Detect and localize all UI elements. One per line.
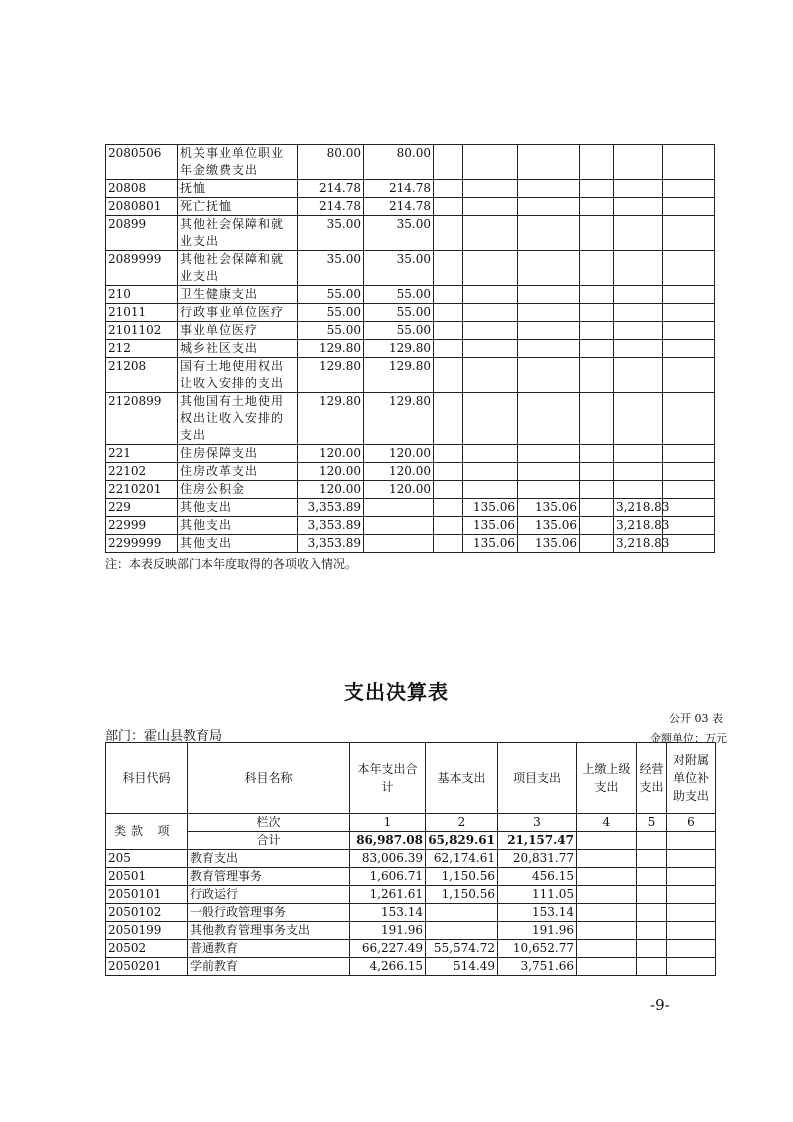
row-subsidiary [667,940,716,958]
row-value [614,304,663,322]
row-code: 22102 [106,463,178,481]
row-value [463,340,518,358]
sub-header-codes [106,814,188,850]
header-project: 项目支出 [498,743,577,814]
row-code: 20502 [106,940,188,958]
row-value [614,445,663,463]
row-value: 55.00 [364,322,434,340]
sum-upper [577,832,637,850]
row-name: 教育管理事务 [188,868,350,886]
row-value [463,463,518,481]
row-code: 2050201 [106,958,188,976]
row-value: 120.00 [298,463,364,481]
row-value [434,180,463,198]
row-value [463,304,518,322]
row-name: 其他社会保障和就业支出 [178,216,298,251]
row-value [614,358,663,393]
table-row [106,463,715,481]
row-value [580,322,614,340]
row-name: 其他支出 [178,517,298,535]
row-value: 55.00 [364,286,434,304]
row-project: 3,751.66 [498,958,577,976]
row-value [614,322,663,340]
form-number: 公开 03 表 [669,712,723,725]
row-value [580,286,614,304]
row-empty [663,481,715,499]
row-empty [663,340,715,358]
row-project: 20,831.77 [498,850,577,868]
row-value: 135.06 [518,535,580,553]
row-value: 3,353.89 [298,535,364,553]
row-empty [663,535,715,553]
row-basic: 1,150.56 [426,886,498,904]
table-row [106,358,715,393]
row-basic: 514.49 [426,958,498,976]
row-value [518,198,580,216]
row-value: 55.00 [298,322,364,340]
row-basic: 62,174.61 [426,850,498,868]
table-row [106,904,716,922]
income-table-body [106,145,715,553]
sub-header-lei: 类 [113,824,126,838]
table-row [106,850,716,868]
row-value [518,393,580,445]
row-subsidiary [667,922,716,940]
row-upper [577,958,637,976]
row-value [580,180,614,198]
row-empty [663,445,715,463]
row-value: 80.00 [298,145,364,180]
row-value [580,393,614,445]
row-value [434,393,463,445]
row-name: 住房保障支出 [178,445,298,463]
row-name: 其他支出 [178,499,298,517]
row-code: 21011 [106,304,178,322]
row-value [614,251,663,286]
row-name: 普通教育 [188,940,350,958]
row-name: 行政事业单位医疗 [178,304,298,322]
row-upper [577,940,637,958]
row-name: 学前教育 [188,958,350,976]
row-empty [663,499,715,517]
row-value [614,286,663,304]
row-value: 135.06 [518,517,580,535]
row-value [463,445,518,463]
table-row [106,481,715,499]
department-label: 部门：霍山县教育局 [105,729,223,744]
row-name: 一般行政管理事务 [188,904,350,922]
row-value: 120.00 [364,481,434,499]
row-business [637,886,667,904]
row-value [463,481,518,499]
row-code: 20899 [106,216,178,251]
row-value: 120.00 [298,445,364,463]
row-value: 214.78 [364,180,434,198]
row-empty [663,180,715,198]
sub-header-kuan: 款 [130,824,143,838]
row-value [518,322,580,340]
sum-business [637,832,667,850]
row-name: 机关事业单位职业年金缴费支出 [178,145,298,180]
row-value [518,358,580,393]
row-value [580,251,614,286]
row-value [614,463,663,481]
row-name: 卫生健康支出 [178,286,298,304]
row-value [580,145,614,180]
row-upper [577,886,637,904]
row-value [580,499,614,517]
col-number: 2 [426,814,498,832]
row-empty [663,358,715,393]
row-value: 55.00 [298,304,364,322]
row-value [434,463,463,481]
row-name: 抚恤 [178,180,298,198]
table-row [106,340,715,358]
row-basic [426,904,498,922]
row-value [364,535,434,553]
row-value [518,304,580,322]
row-value [434,340,463,358]
row-empty [663,322,715,340]
table-row [106,445,715,463]
row-name: 国有土地使用权出让收入安排的支出 [178,358,298,393]
row-value [580,216,614,251]
row-code: 2120899 [106,393,178,445]
row-value [434,304,463,322]
row-value: 120.00 [364,445,434,463]
column-number-row [106,814,716,832]
row-value [580,463,614,481]
row-value [434,251,463,286]
table-row [106,868,716,886]
table-row [106,304,715,322]
row-upper [577,850,637,868]
row-project: 111.05 [498,886,577,904]
row-code: 22999 [106,517,178,535]
row-value [434,216,463,251]
table-row [106,922,716,940]
table-row [106,198,715,216]
row-value [614,145,663,180]
row-value: 135.06 [518,499,580,517]
sub-header-xiang: 项 [157,824,170,838]
sum-row [106,832,716,850]
row-total: 153.14 [350,904,426,922]
row-business [637,850,667,868]
row-name: 其他支出 [178,535,298,553]
row-code: 2210201 [106,481,178,499]
row-subsidiary [667,850,716,868]
row-value: 129.80 [364,393,434,445]
row-empty [663,304,715,322]
table-row [106,322,715,340]
row-value [614,340,663,358]
row-name: 城乡社区支出 [178,340,298,358]
row-empty [663,198,715,216]
header-name: 科目名称 [188,743,350,814]
row-code: 21208 [106,358,178,393]
row-value: 3,353.89 [298,499,364,517]
row-name: 死亡抚恤 [178,198,298,216]
row-code: 205 [106,850,188,868]
row-empty [663,286,715,304]
table-row [106,180,715,198]
row-value [518,286,580,304]
lanci-label: 栏次 [188,814,350,832]
row-value: 129.80 [364,358,434,393]
header-basic: 基本支出 [426,743,498,814]
row-value: 80.00 [364,145,434,180]
row-code: 212 [106,340,178,358]
row-value [614,180,663,198]
row-value: 120.00 [298,481,364,499]
row-business [637,940,667,958]
col-number: 6 [667,814,716,832]
row-value: 35.00 [364,251,434,286]
header-business: 经营支出 [637,743,667,814]
header-row [106,743,716,814]
row-business [637,868,667,886]
row-value: 55.00 [364,304,434,322]
row-upper [577,904,637,922]
row-value [614,198,663,216]
row-empty [663,251,715,286]
table-row [106,286,715,304]
row-total: 1,606.71 [350,868,426,886]
row-value [518,445,580,463]
row-basic: 1,150.56 [426,868,498,886]
row-value: 129.80 [298,340,364,358]
table-row [106,517,715,535]
row-value: 35.00 [298,216,364,251]
row-empty [663,463,715,481]
row-name: 住房公积金 [178,481,298,499]
row-value [580,517,614,535]
row-code: 2089999 [106,251,178,286]
table-note: 注：本表反映部门本年度取得的各项收入情况。 [105,557,358,571]
row-total: 83,006.39 [350,850,426,868]
row-value [434,322,463,340]
row-value [614,393,663,445]
row-value [518,463,580,481]
row-project: 153.14 [498,904,577,922]
row-code: 20808 [106,180,178,198]
row-value: 214.78 [364,198,434,216]
row-code: 2050102 [106,904,188,922]
header-code: 科目代码 [106,743,188,814]
sum-label: 合计 [188,832,350,850]
row-value [463,358,518,393]
row-subsidiary [667,958,716,976]
row-empty [663,393,715,445]
row-value [463,216,518,251]
row-value [434,145,463,180]
row-value [434,445,463,463]
col-number: 4 [577,814,637,832]
row-value [580,481,614,499]
row-value [434,517,463,535]
table-row [106,535,715,553]
row-value: 3,218.83 [614,517,663,535]
row-value [364,499,434,517]
row-code: 2299999 [106,535,178,553]
row-value: 3,218.83 [614,499,663,517]
row-code: 2101102 [106,322,178,340]
row-value [518,340,580,358]
row-project: 10,652.77 [498,940,577,958]
row-value: 129.80 [298,393,364,445]
row-empty [663,145,715,180]
row-name: 事业单位医疗 [178,322,298,340]
row-value: 129.80 [364,340,434,358]
sum-total: 86,987.08 [350,832,426,850]
row-value: 3,218.83 [614,535,663,553]
row-subsidiary [667,886,716,904]
row-code: 2080506 [106,145,178,180]
row-value [463,393,518,445]
expenditure-table [105,742,716,976]
page-number: -9- [650,996,670,1014]
col-number: 5 [637,814,667,832]
row-value [434,358,463,393]
row-value: 120.00 [364,463,434,481]
row-value [434,481,463,499]
row-value [463,180,518,198]
row-name: 住房改革支出 [178,463,298,481]
row-value: 135.06 [463,499,518,517]
row-code: 2080801 [106,198,178,216]
row-value [580,304,614,322]
row-code: 2050101 [106,886,188,904]
sum-basic: 65,829.61 [426,832,498,850]
row-basic [426,922,498,940]
row-name: 其他教育管理事务支出 [188,922,350,940]
col-number: 3 [498,814,577,832]
row-value: 214.78 [298,180,364,198]
row-code: 2050199 [106,922,188,940]
row-business [637,904,667,922]
row-empty [663,517,715,535]
row-value [580,445,614,463]
row-code: 221 [106,445,178,463]
row-value [434,499,463,517]
row-value [463,145,518,180]
row-total: 66,227.49 [350,940,426,958]
row-value: 55.00 [298,286,364,304]
table-row [106,940,716,958]
col-number: 1 [350,814,426,832]
amount-unit-label: 金额单位：万元 [650,732,727,745]
row-total: 191.96 [350,922,426,940]
row-value: 35.00 [298,251,364,286]
row-code: 229 [106,499,178,517]
table-row [106,145,715,180]
income-table-continued [105,144,715,553]
row-value [364,517,434,535]
table-row [106,251,715,286]
header-subsidiary: 对附属单位补助支出 [667,743,716,814]
row-value [463,198,518,216]
table-row [106,499,715,517]
row-value: 35.00 [364,216,434,251]
row-value: 3,353.89 [298,517,364,535]
row-value [580,340,614,358]
row-value [614,216,663,251]
row-value [580,198,614,216]
row-name: 其他国有土地使用权出让收入安排的支出 [178,393,298,445]
row-total: 1,261.61 [350,886,426,904]
row-value [463,322,518,340]
row-value [518,180,580,198]
row-subsidiary [667,868,716,886]
row-name: 教育支出 [188,850,350,868]
row-value [434,198,463,216]
page-title: 支出决算表 [344,680,449,704]
row-value [614,481,663,499]
row-value: 129.80 [298,358,364,393]
row-business [637,958,667,976]
row-value [434,286,463,304]
row-total: 4,266.15 [350,958,426,976]
row-code: 210 [106,286,178,304]
row-value [518,145,580,180]
row-value [518,251,580,286]
sum-subsidiary [667,832,716,850]
row-value [580,535,614,553]
row-value: 135.06 [463,535,518,553]
row-value [580,358,614,393]
table-row [106,958,716,976]
sum-project: 21,157.47 [498,832,577,850]
row-name: 行政运行 [188,886,350,904]
row-value [434,535,463,553]
row-project: 456.15 [498,868,577,886]
header-upper: 上缴上级支出 [577,743,637,814]
row-value: 135.06 [463,517,518,535]
row-code: 20501 [106,868,188,886]
row-project: 191.96 [498,922,577,940]
row-value [463,286,518,304]
table-row [106,216,715,251]
row-upper [577,868,637,886]
table-row [106,886,716,904]
row-basic: 55,574.72 [426,940,498,958]
row-value [518,481,580,499]
row-empty [663,216,715,251]
row-value [463,251,518,286]
row-subsidiary [667,904,716,922]
row-value [518,216,580,251]
table-row [106,393,715,445]
header-total: 本年支出合计 [350,743,426,814]
row-business [637,922,667,940]
row-name: 其他社会保障和就业支出 [178,251,298,286]
row-upper [577,922,637,940]
expenditure-table-body [106,850,716,976]
row-value: 214.78 [298,198,364,216]
